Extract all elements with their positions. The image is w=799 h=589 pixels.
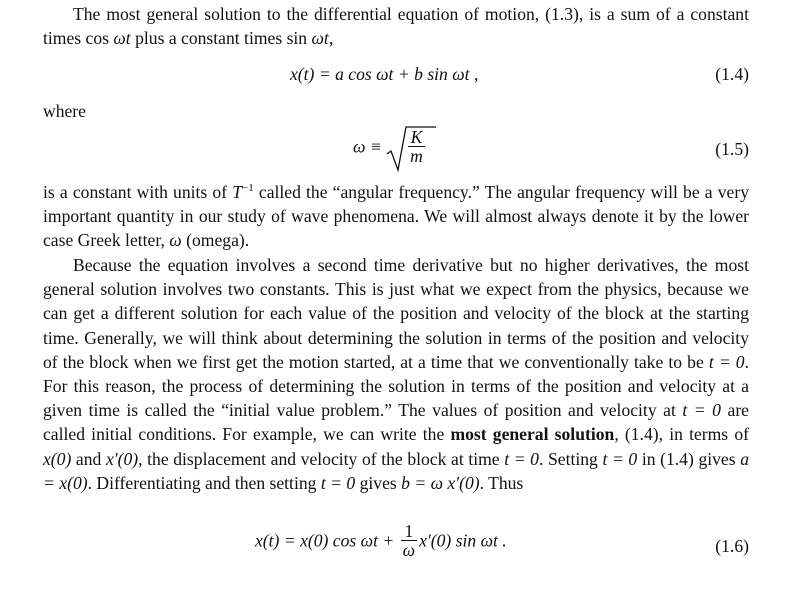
denominator: m	[410, 146, 423, 166]
equation-1-4	[43, 62, 749, 102]
text-span: Because the equation involves a second time derivative but no higher derivatives, the most general solution involves two constants. This is just what we expect from the physics, because we can get a different solution for each value of the position and velocity of the block at the starting time. Generally, we will think about determining the solution in terms of the position and velocity of the block when we first get the motion started, at a time that we conventionally take to be	[43, 255, 749, 372]
paragraph-angular-frequency	[43, 180, 749, 253]
text-span: ,	[328, 28, 334, 49]
numerator: 1	[401, 522, 417, 541]
text-span: in (1.4) gives	[637, 448, 741, 469]
math-inline: t = 0	[320, 472, 356, 493]
math-omega: ω	[169, 230, 182, 251]
equation-number: (1.5)	[715, 139, 749, 159]
math-omega-t: ωt	[307, 28, 329, 49]
radical-sign-icon	[386, 126, 436, 172]
text-span: gives	[355, 472, 402, 493]
bold-term: most general solution	[450, 424, 615, 445]
text-span: is a constant with units of	[43, 182, 233, 202]
math-inline: b = ω x′(0)	[401, 472, 480, 493]
paragraph-intro	[43, 2, 749, 50]
text-span: where	[43, 101, 86, 121]
math-omega-t: ωt	[108, 28, 131, 49]
text-span: , (1.4), in terms of	[614, 424, 749, 445]
text-span: . Setting	[538, 448, 603, 469]
text-span: plus a constant times sin	[130, 28, 308, 49]
math-inline: a = x(0)	[43, 448, 749, 493]
equation-number: (1.6)	[715, 536, 749, 556]
equation-lhs: x(t) =	[290, 64, 336, 84]
text-span: . For this reason, the process of determining the solution in terms of the position and velocity at a given time is called the “initial value problem.” The values of position and velocity at	[43, 351, 750, 421]
exponent: −1	[242, 182, 254, 194]
math-inline: t = 0	[602, 448, 638, 469]
denominator: ω	[402, 540, 416, 560]
equation-1-6	[43, 522, 749, 572]
math-inline: t = 0	[682, 400, 721, 421]
math-inline: x(0)	[43, 448, 72, 469]
fraction	[401, 522, 417, 559]
text-span: and	[71, 448, 106, 469]
text-span: (omega).	[181, 230, 250, 251]
math-inline: x′(0)	[105, 448, 139, 469]
math-inline: t = 0	[504, 448, 539, 469]
text-span: , the displacement and velocity of the block at time	[138, 448, 505, 469]
equation-number: (1.4)	[715, 64, 749, 84]
equation-1-5	[43, 124, 749, 174]
paragraph-initial-value	[43, 253, 749, 495]
math-T: T	[232, 182, 243, 202]
text-span: are called initial conditions. For example, we can write the	[43, 400, 749, 445]
equation-rhs: a cos ωt + b sin ωt ,	[335, 64, 479, 84]
text-span: The most general solution to the differential equation of motion, (1.3), is a sum of a constant times cos	[43, 4, 749, 49]
equation-body	[353, 128, 427, 165]
equation-lhs: x(t) = x(0) cos ωt +	[255, 530, 399, 551]
numerator: K	[408, 128, 425, 147]
equation-body	[255, 522, 507, 559]
equation-rhs: x′(0) sin ωt .	[419, 530, 507, 551]
equation-body	[290, 62, 478, 86]
math-inline: t = 0	[708, 351, 745, 372]
where-line	[43, 99, 749, 123]
text-span: . Differentiating and then setting	[87, 472, 321, 493]
text-span: . Thus	[479, 472, 524, 493]
text-span: called the “angular frequency.” The angular frequency will be a very important quantity in our study of wave phenomena. We will almost always denote it by the lower case Greek letter,	[43, 182, 749, 251]
square-root	[386, 128, 427, 165]
equation-lhs: ω ≡	[353, 136, 387, 157]
